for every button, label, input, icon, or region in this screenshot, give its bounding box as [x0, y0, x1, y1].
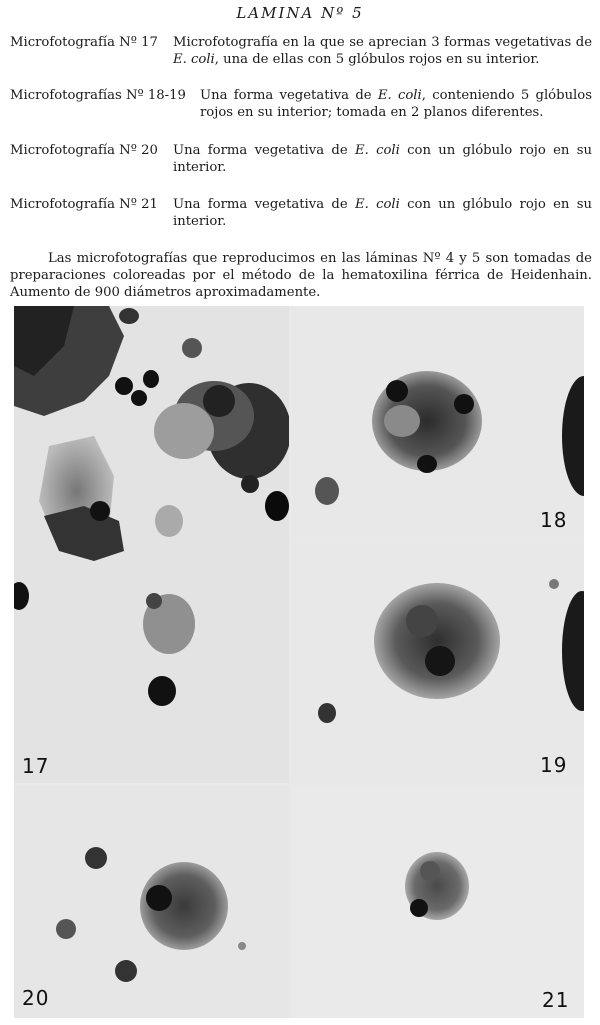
caption-text: Una forma vegetativa de E. coli con un glóbulo rojo en su interior.: [173, 143, 592, 175]
micrograph-19: [292, 541, 584, 783]
panel-number: 20: [22, 986, 50, 1010]
caption-text: Una forma vegetativa de E. coli, conteniendo 5 glóbulos rojos en su interior; tomada en 2 planos diferentes.: [200, 88, 592, 120]
caption-text: Una forma vegetativa de E. coli con un glóbulo rojo en su interior.: [173, 197, 592, 229]
caption-21: [10, 196, 592, 230]
caption-label: Microfotografía Nº 21: [10, 197, 158, 212]
method-note: Las microfotografías que reproducimos en las láminas Nº 4 y 5 son tomadas de preparaciones coloreadas por el método de la hematoxilina férrica de Heidenhain. Aumento de 900 diámetros aproximadamente.: [10, 251, 592, 300]
panel-number: 21: [542, 988, 570, 1012]
caption-20: [10, 142, 592, 176]
caption-label: Microfotografías Nº 18-19: [10, 88, 186, 103]
micrograph-21: [292, 786, 584, 1018]
caption-18-19: [10, 87, 592, 121]
micrograph-17: [14, 306, 289, 783]
caption-17: [10, 34, 592, 68]
micrograph-20: [14, 786, 289, 1018]
plate-title: LAMINA Nº 5: [236, 4, 364, 22]
caption-text: Microfotografía en la que se aprecian 3 formas vegetativas de E. coli, una de ellas con 5 glóbulos rojos en su interior.: [173, 35, 592, 67]
micrograph-18: [292, 306, 584, 538]
panel-number: 17: [22, 754, 50, 778]
panel-number: 18: [540, 508, 568, 532]
panel-number: 19: [540, 753, 568, 777]
photo-plate: [14, 306, 584, 1018]
caption-label: Microfotografía Nº 17: [10, 35, 158, 50]
caption-label: Microfotografía Nº 20: [10, 143, 158, 158]
